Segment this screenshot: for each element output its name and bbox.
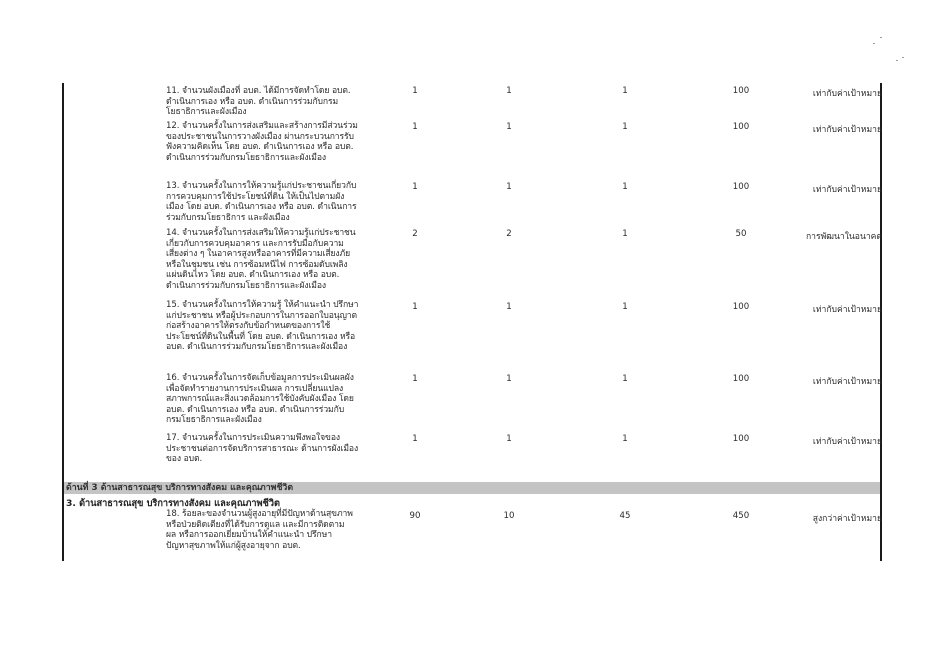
indicator-description: 18. ร้อยละของจำนวนผู้สูงอายุที่มีปัญหาด้านสุขภาพ หรือป่วยติดเตียงที่ได้รับการดูแล และมีการติดตาม ผล หรือการออกเยี่ยมบ้านให้คำแนะนำ ปรึกษา ปัญหาสุขภาพให้แก่ผู้สูงอายุจาก อบต. [166, 509, 353, 551]
value-col1: 1 [412, 86, 418, 96]
value-col4: 100 [732, 434, 750, 444]
value-col4: 100 [732, 302, 750, 312]
result-text: สูงกว่าค่าเป้าหมาย [812, 514, 882, 524]
indicator-description: 14. จำนวนครั้งในการส่งเสริมให้ความรู้แก่ประชาชน เกี่ยวกับการควบคุมอาคาร และการรับมือกับความ เสี่ยงต่าง ๆ ในอาคารสูงหรืออาคารที่มีความเสี่ยงภัย หรือในชุมชน เช่น การซ้อมหนีไฟ การซ้อมดับเพลิง แผ่นดินไหว โดย อบต. ดำเนินการเอง หรือ อบต. ดำเนินการร่วมกับกรมโยธาธิการและผังเมือง [166, 228, 356, 291]
value-col4: 100 [732, 374, 750, 384]
indicator-description: 12. จำนวนครั้งในการส่งเสริมและสร้างการมีส่วนร่วม ของประชาชนในการวางผังเมือง ผ่านกระบวนการรับ ฟังความคิดเห็น โดย อบต. ดำเนินการเอง หรือ อบต. ดำเนินการร่วมกับกรมโยธาธิการและผังเมือง [166, 121, 358, 163]
scan-speck [902, 57, 904, 58]
value-col4: 100 [732, 122, 750, 132]
value-col3: 1 [622, 122, 628, 132]
value-col3: 1 [622, 434, 628, 444]
result-text: เท่ากับค่าเป้าหมาย [812, 437, 882, 447]
value-col2: 1 [506, 434, 512, 444]
value-col4: 100 [732, 86, 750, 96]
indicator-description: 16. จำนวนครั้งในการจัดเก็บข้อมูลการประเมินผลผัง เพื่อจัดทำรายงานการประเมินผล การเปลี่ยนแปลง สภาพการณ์และสิ่งแวดล้อมการใช้บังคับผังเมือง โดย อบต. ดำเนินการเอง หรือ อบต. ดำเนินการร่วมกับ กรมโยธาธิการและผังเมือง [166, 373, 354, 426]
value-col2: 10 [503, 511, 515, 521]
scan-speck [873, 43, 875, 44]
result-text: เท่ากับค่าเป้าหมาย [812, 305, 882, 315]
indicator-description: 13. จำนวนครั้งในการให้ความรู้แก่ประชาชนเกี่ยวกับ การควบคุมการใช้ประโยชน์ที่ดิน ให้เป็นไปตามผัง เมือง โดย อบต. ดำเนินการเอง หรือ อบต. ดำเนินการ ร่วมกับกรมโยธาธิการ และผังเมือง [166, 181, 357, 223]
value-col2: 1 [506, 182, 512, 192]
scan-speck [880, 37, 882, 38]
result-text: การพัฒนาในอนาคต [805, 232, 882, 242]
value-col1: 2 [412, 229, 418, 239]
value-col2: 1 [506, 302, 512, 312]
value-col2: 2 [506, 229, 512, 239]
value-col4: 450 [732, 511, 750, 521]
value-col1: 90 [409, 511, 421, 521]
result-text: เท่ากับค่าเป้าหมาย [812, 125, 882, 135]
value-col4: 50 [735, 229, 747, 239]
value-col3: 1 [622, 86, 628, 96]
result-text: เท่ากับค่าเป้าหมาย [812, 89, 882, 99]
result-text: เท่ากับค่าเป้าหมาย [812, 377, 882, 387]
value-col3: 45 [619, 511, 631, 521]
value-col3: 1 [622, 182, 628, 192]
scan-speck [896, 60, 898, 61]
section-title: 3. ด้านสาธารณสุข บริการทางสังคม และคุณภาพชีวิต [66, 498, 280, 509]
value-col3: 1 [622, 302, 628, 312]
value-col2: 1 [506, 122, 512, 132]
value-col3: 1 [622, 374, 628, 384]
value-col1: 1 [412, 302, 418, 312]
value-col1: 1 [412, 374, 418, 384]
value-col2: 1 [506, 86, 512, 96]
table-right-border [880, 83, 882, 561]
result-text: เท่ากับค่าเป้าหมาย [812, 185, 882, 195]
value-col4: 100 [732, 182, 750, 192]
value-col2: 1 [506, 374, 512, 384]
value-col3: 1 [622, 229, 628, 239]
indicator-description: 11. จำนวนผังเมืองที่ อบต. ได้มีการจัดทำโดย อบต. ดำเนินการเอง หรือ อบต. ดำเนินการร่วมกับกรม โยธาธิการและผังเมือง [166, 86, 351, 118]
value-col1: 1 [412, 434, 418, 444]
section-band: ด้านที่ 3 ด้านสาธารณสุข บริการทางสังคม และคุณภาพชีวิต [64, 482, 880, 494]
value-col1: 1 [412, 122, 418, 132]
indicator-description: 17. จำนวนครั้งในการประเมินความพึงพอใจของ ประชาชนต่อการจัดบริการสาธารณะ ด้านการผังเมือง ของ อบต. [166, 433, 359, 465]
indicator-description: 15. จำนวนครั้งในการให้ความรู้ ให้คำแนะนำ ปรึกษา แก่ประชาชน หรือผู้ประกอบการในการออกใบอนุญาต ก่อสร้างอาคารให้ตรงกับข้อกำหนดของการใช้ ประโยชน์ที่ดินในพื้นที่ โดย อบต. ดำเนินการเอง หรือ อบต. ดำเนินการร่วมกับกรมโยธาธิการและผังเมือง [166, 300, 359, 353]
value-col1: 1 [412, 182, 418, 192]
